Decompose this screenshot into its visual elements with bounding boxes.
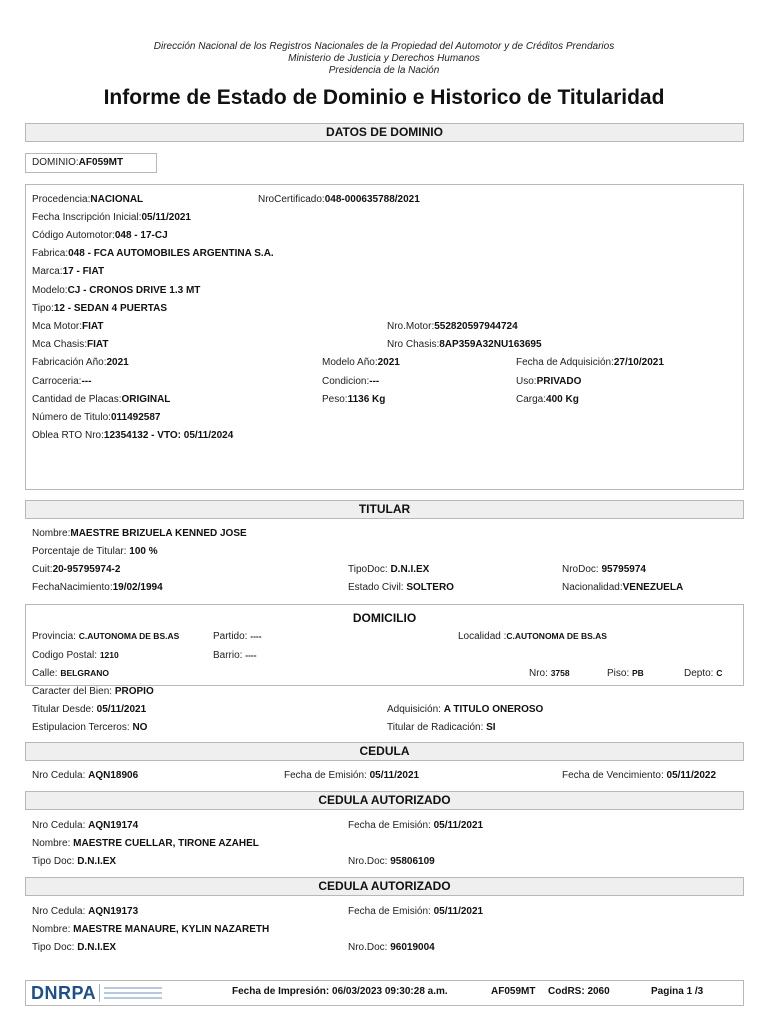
dnrpa-logo: DNRPA bbox=[31, 983, 97, 1003]
dominio-value: AF059MT bbox=[78, 157, 124, 168]
fecha-inscripcion-field: Fecha Inscripción Inicial:05/11/2021 bbox=[32, 212, 191, 223]
header-agency: Dirección Nacional de los Registros Nacionales de la Propiedad del Automotor y de Créditos Prendarios bbox=[153, 41, 615, 52]
estipulacion-terceros-field: Estipulacion Terceros: NO bbox=[32, 722, 148, 733]
footer-codrs: CodRS: 2060 bbox=[548, 986, 610, 997]
modelo-field: Modelo:CJ - CRONOS DRIVE 1.3 MT bbox=[32, 285, 201, 296]
peso-field: Peso:1136 Kg bbox=[322, 394, 386, 405]
autorizado1-nro-field: Nro Cedula: AQN19174 bbox=[32, 820, 139, 831]
nro-chasis-field: Nro Chasis:8AP359A32NU163695 bbox=[387, 339, 542, 350]
carga-field: Carga:400 Kg bbox=[516, 394, 579, 405]
nro-motor-field: Nro.Motor:552820597944724 bbox=[387, 321, 518, 332]
numero-titulo-field: Número de Titulo:011492587 bbox=[32, 412, 161, 423]
caracter-bien-field: Caracter del Bien: PROPIO bbox=[32, 686, 154, 697]
autorizado2-tipodoc-field: Tipo Doc: D.N.I.EX bbox=[32, 942, 117, 953]
domicilio-nro-field: Nro: 3758 bbox=[529, 668, 570, 679]
titular-nombre-field: Nombre:MAESTRE BRIZUELA KENNED JOSE bbox=[32, 528, 247, 539]
section-cedula: CEDULA bbox=[25, 742, 744, 761]
autorizado1-nombre-field: Nombre: MAESTRE CUELLAR, TIRONE AZAHEL bbox=[32, 838, 259, 849]
condicion-field: Condicion:--- bbox=[322, 376, 380, 387]
page-title: Informe de Estado de Dominio e Historico de Titularidad bbox=[103, 86, 665, 109]
footer-dominio: AF059MT bbox=[491, 986, 536, 997]
autorizado2-nro-field: Nro Cedula: AQN19173 bbox=[32, 906, 139, 917]
titular-tipodoc-field: TipoDoc: D.N.I.EX bbox=[348, 564, 430, 575]
domicilio-partido-field: Partido: ---- bbox=[213, 631, 262, 642]
cedula-emision-field: Fecha de Emisión: 05/11/2021 bbox=[284, 770, 420, 781]
procedencia-field: Procedencia:NACIONAL bbox=[32, 194, 144, 205]
section-datos-dominio: DATOS DE DOMINIO bbox=[25, 123, 744, 142]
titular-fechanac-field: FechaNacimiento:19/02/1994 bbox=[32, 582, 163, 593]
tipo-field: Tipo:12 - SEDAN 4 PUERTAS bbox=[32, 303, 168, 314]
domicilio-cp-field: Codigo Postal: 1210 bbox=[32, 650, 119, 661]
section-cedula-autorizado-2: CEDULA AUTORIZADO bbox=[25, 877, 744, 896]
dnrpa-logo-mark bbox=[99, 984, 162, 1002]
titular-cuit-field: Cuit:20-95795974-2 bbox=[32, 564, 121, 575]
footer-pagina: Pagina 1 /3 bbox=[651, 986, 704, 997]
titular-nacionalidad-field: Nacionalidad:VENEZUELA bbox=[562, 582, 684, 593]
mca-motor-field: Mca Motor:FIAT bbox=[32, 321, 104, 332]
marca-field: Marca:17 - FIAT bbox=[32, 266, 105, 277]
autorizado1-tipodoc-field: Tipo Doc: D.N.I.EX bbox=[32, 856, 117, 867]
domicilio-piso-field: Piso: PB bbox=[607, 668, 644, 679]
autorizado2-emision-field: Fecha de Emisión: 05/11/2021 bbox=[348, 906, 484, 917]
autorizado2-nombre-field: Nombre: MAESTRE MANAURE, KYLIN NAZARETH bbox=[32, 924, 270, 935]
titular-estado-civil-field: Estado Civil: SOLTERO bbox=[348, 582, 454, 593]
domicilio-barrio-field: Barrio: ---- bbox=[213, 650, 257, 661]
cantidad-placas-field: Cantidad de Placas:ORIGINAL bbox=[32, 394, 171, 405]
titular-desde-field: Titular Desde: 05/11/2021 bbox=[32, 704, 147, 715]
footer-impresion: Fecha de Impresión: 06/03/2023 09:30:28 a.m. bbox=[232, 986, 448, 997]
titular-nrodoc-field: NroDoc: 95795974 bbox=[562, 564, 646, 575]
cedula-vencimiento-field: Fecha de Vencimiento: 05/11/2022 bbox=[562, 770, 717, 781]
section-domicilio: DOMICILIO bbox=[352, 611, 417, 625]
oblea-rto-field: Oblea RTO Nro:12354132 - VTO: 05/11/2024 bbox=[32, 430, 234, 441]
dominio-field: DOMINIO:AF059MT bbox=[32, 157, 124, 168]
adquisicion-field: Adquisición: A TITULO ONEROSO bbox=[387, 704, 544, 715]
domicilio-depto-field: Depto: C bbox=[684, 668, 723, 679]
titular-radicacion-field: Titular de Radicación: SI bbox=[387, 722, 496, 733]
domicilio-calle-field: Calle: BELGRANO bbox=[32, 668, 109, 679]
autorizado1-nrodoc-field: Nro.Doc: 95806109 bbox=[348, 856, 435, 867]
domicilio-localidad-field: Localidad :C.AUTONOMA DE BS.AS bbox=[458, 631, 607, 642]
autorizado1-emision-field: Fecha de Emisión: 05/11/2021 bbox=[348, 820, 484, 831]
mca-chasis-field: Mca Chasis:FIAT bbox=[32, 339, 109, 350]
header-ministry: Ministerio de Justicia y Derechos Humanos bbox=[288, 53, 480, 64]
domicilio-provincia-field: Provincia: C.AUTONOMA DE BS.AS bbox=[32, 631, 180, 642]
fecha-adquisicion-field: Fecha de Adquisición:27/10/2021 bbox=[516, 357, 664, 368]
section-cedula-autorizado-1: CEDULA AUTORIZADO bbox=[25, 791, 744, 810]
modelo-anio-field: Modelo Año:2021 bbox=[322, 357, 400, 368]
fabrica-field: Fabrica:048 - FCA AUTOMOBILES ARGENTINA S.A. bbox=[32, 248, 274, 259]
cedula-nro-field: Nro Cedula: AQN18906 bbox=[32, 770, 139, 781]
carroceria-field: Carroceria:--- bbox=[32, 376, 92, 387]
autorizado2-nrodoc-field: Nro.Doc: 96019004 bbox=[348, 942, 435, 953]
nrocertificado-field: NroCertificado:048-000635788/2021 bbox=[258, 194, 420, 205]
fabricacion-anio-field: Fabricación Año:2021 bbox=[32, 357, 129, 368]
codigo-automotor-field: Código Automotor:048 - 17-CJ bbox=[32, 230, 168, 241]
section-titular: TITULAR bbox=[25, 500, 744, 519]
header-presidency: Presidencia de la Nación bbox=[328, 65, 440, 76]
titular-porcentaje-field: Porcentaje de Titular: 100 % bbox=[32, 546, 158, 557]
uso-field: Uso:PRIVADO bbox=[516, 376, 582, 387]
